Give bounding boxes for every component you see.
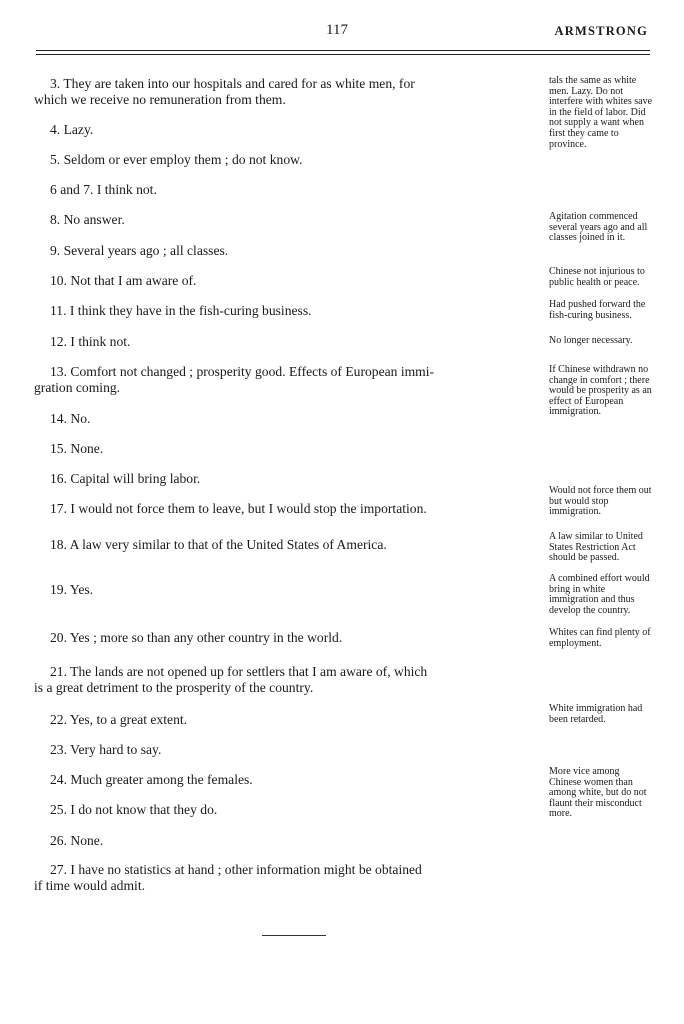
answer-line: 22. Yes, to a great extent.: [50, 712, 188, 727]
answer-line: 8. No answer.: [50, 212, 125, 227]
answer-18: [34, 537, 544, 553]
answer-continuation: is a great detriment to the prosperity of the country.: [34, 680, 314, 695]
answer-3: [34, 76, 544, 108]
header-rule-bottom: [36, 54, 650, 55]
answer-26: [34, 833, 544, 849]
answer-25: [34, 802, 544, 818]
header-rule-top: [36, 50, 650, 51]
margin-note: A combined effort would bring in white immigration and thus develop the country.: [549, 573, 650, 616]
margin-note: Chinese not injurious to public health or peace.: [549, 266, 645, 288]
answer-line: 6 and 7. I think not.: [50, 182, 157, 197]
answer-line: 27. I have no statistics at hand ; other information might be obtained: [50, 862, 422, 877]
margin-note: A law similar to United States Restriction Act should be passed.: [549, 531, 643, 564]
answer-line: 20. Yes ; more so than any other country in the world.: [50, 630, 343, 645]
margin-note: tals the same as white men. Lazy. Do not interfere with whites save in the field of labor. Did not supply a want when first they came to province.: [549, 75, 653, 150]
answer-line: 15. None.: [50, 441, 104, 456]
answer-19: [34, 582, 544, 598]
margin-note: Agitation commenced several years ago and all classes joined in it.: [549, 211, 648, 244]
margin-note: No longer necessary.: [549, 335, 633, 346]
answer-line: 18. A law very similar to that of the United States of America.: [50, 537, 387, 552]
running-head: ARMSTRONG: [554, 24, 648, 38]
closing-rule: [262, 935, 326, 936]
answer-line: 4. Lazy.: [50, 122, 94, 137]
answer-line: 13. Comfort not changed ; prosperity good. Effects of European immi-: [50, 364, 435, 379]
answer-27: [34, 862, 544, 894]
answer-line: 23. Very hard to say.: [50, 742, 162, 757]
answer-17: [34, 501, 544, 517]
margin-note: Would not force them out but would stop immigration.: [549, 485, 652, 518]
answer-continuation: if time would admit.: [34, 878, 146, 893]
margin-note: White immigration had been retarded.: [549, 703, 643, 725]
answer-line: 5. Seldom or ever employ them ; do not know.: [50, 152, 303, 167]
answer-line: 26. None.: [50, 833, 104, 848]
margin-note: Had pushed forward the fish-curing business.: [549, 299, 646, 321]
answer-20: [34, 630, 544, 646]
answer-14: [34, 411, 544, 427]
answer-line: 25. I do not know that they do.: [50, 802, 218, 817]
answer-21: [34, 664, 544, 696]
answer-line: 11. I think they have in the fish-curing business.: [50, 303, 312, 318]
answer-continuation: which we receive no remuneration from them.: [34, 92, 286, 107]
margin-note: More vice among Chinese women than among white, but do not flaunt their misconduct more.: [549, 766, 647, 820]
answer-line: 16. Capital will bring labor.: [50, 471, 201, 486]
answer-9: [34, 243, 544, 259]
answer-12: [34, 334, 544, 350]
answer-continuation: gration coming.: [34, 380, 121, 395]
answer-13: [34, 364, 544, 396]
margin-note: Whites can find plenty of employment.: [549, 627, 651, 649]
answer-24: [34, 772, 544, 788]
answer-11: [34, 303, 544, 319]
answer-line: 10. Not that I am aware of.: [50, 273, 197, 288]
margin-note: If Chinese withdrawn no change in comfort ; there would be prosperity as an effect of European immigration.: [549, 364, 652, 418]
answer-line: 19. Yes.: [50, 582, 94, 597]
answer-8: [34, 212, 544, 228]
answer-23: [34, 742, 544, 758]
answer-16: [34, 471, 544, 487]
answer-15: [34, 441, 544, 457]
answer-line: 17. I would not force them to leave, but I would stop the importation.: [50, 501, 427, 516]
answer-22: [34, 712, 544, 728]
answer-line: 24. Much greater among the females.: [50, 772, 253, 787]
answer-line: 14. No.: [50, 411, 91, 426]
answer-4: [34, 122, 544, 138]
answer-line: 12. I think not.: [50, 334, 131, 349]
answer-line: 9. Several years ago ; all classes.: [50, 243, 229, 258]
answer-line: 3. They are taken into our hospitals and cared for as white men, for: [50, 76, 415, 91]
answer-5: [34, 152, 544, 168]
answer-6-7: [34, 182, 544, 198]
answer-line: 21. The lands are not opened up for settlers that I am aware of, which: [50, 664, 428, 679]
page-number: 117: [326, 22, 348, 38]
answer-10: [34, 273, 544, 289]
